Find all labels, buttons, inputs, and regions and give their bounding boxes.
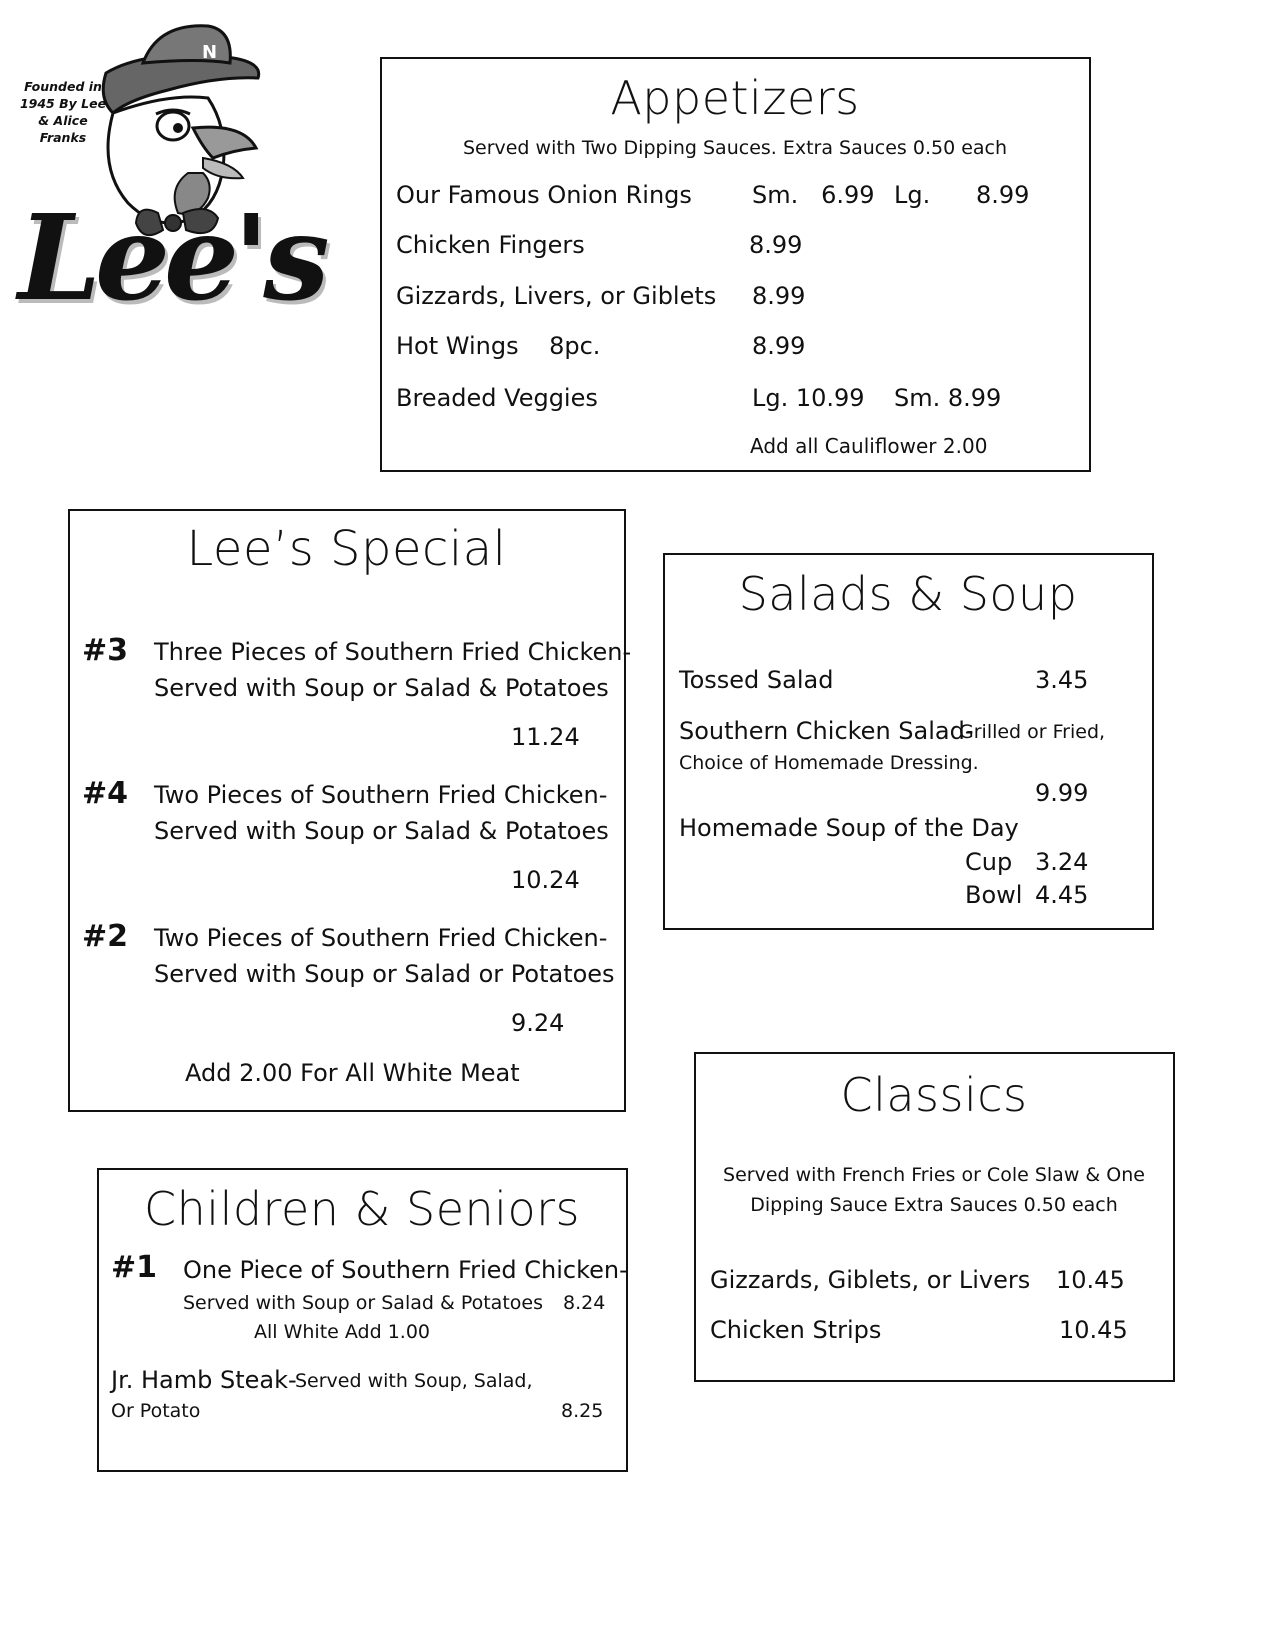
item-price: 8.99 [752,332,806,360]
brand-name: Lee's [18,188,324,327]
section-title: Children & Seniors [144,1182,580,1236]
combo-line: Served with Soup or Salad & Potatoes [154,674,609,702]
item-description: Served with Soup, Salad, [295,1370,533,1392]
section-title: Classics [840,1068,1028,1122]
combo-number: #4 [82,776,129,811]
item-price: 3.45 [1035,666,1089,694]
item-description: Or Potato [111,1400,201,1422]
founded-text: Founded in 1945 By Lee & Alice Franks [19,79,107,145]
section-subtitle: Served with Two Dipping Sauces. Extra Sauces 0.50 each [462,137,1008,159]
combo-line: Two Pieces of Southern Fried Chicken- [154,924,608,952]
item-price: 4.45 [1035,881,1089,909]
item-name: Jr. Hamb Steak- [111,1366,297,1394]
item-price: 8.99 [752,282,806,310]
lees-special-section [68,509,632,1112]
combo-price: 8.24 [563,1292,606,1314]
item-price: 3.24 [1035,848,1089,876]
item-price: 9.99 [1035,779,1089,807]
section-note: All White Add 1.00 [254,1321,431,1343]
combo-line: Served with Soup or Salad & Potatoes [154,817,609,845]
section-note: Add 2.00 For All White Meat [185,1059,520,1087]
size-label: Bowl [965,881,1023,909]
appetizers-section [380,57,1091,472]
section-title: Salads & Soup [738,567,1078,621]
combo-price: 9.24 [511,1009,565,1037]
item-price: 10.45 [1056,1266,1125,1294]
classics-section [694,1052,1175,1382]
item-price-small: Sm. 8.99 [894,384,1002,412]
combo-number: #1 [111,1250,158,1285]
item-name: Southern Chicken Salad- [679,717,974,745]
item-description: Choice of Homemade Dressing. [679,752,979,774]
combo-line: Two Pieces of Southern Fried Chicken- [154,781,608,809]
section-title: Appetizers [610,71,860,125]
item-name: Gizzards, Livers, or Giblets [396,282,717,310]
combo-price: 10.24 [511,866,580,894]
item-description: Grilled or Fried, [959,721,1106,743]
item-price-large: Lg. 10.99 [752,384,865,412]
item-name: Tossed Salad [679,666,834,694]
combo-number: #2 [82,919,129,954]
item-name: Gizzards, Giblets, or Livers [710,1266,1031,1294]
section-note: Add all Cauliflower 2.00 [750,434,988,458]
combo-line: One Piece of Southern Fried Chicken- [183,1256,628,1284]
combo-line: Three Pieces of Southern Fried Chicken- [154,638,632,666]
combo-line: Served with Soup or Salad or Potatoes [154,960,615,988]
item-price: Sm. 6.99 [752,181,875,209]
combo-number: #3 [82,633,129,668]
lees-logo [18,18,324,358]
salads-soup-section [663,553,1154,930]
children-seniors-section [97,1168,628,1472]
section-title: Lee’s Special [186,521,507,577]
item-price-large: Lg. 8.99 [894,181,1030,209]
size-label: Cup [965,848,1013,876]
section-subtitle: Dipping Sauce Extra Sauces 0.50 each [750,1194,1118,1216]
item-price: 8.99 [749,231,803,259]
item-name: Hot Wings 8pc. [396,332,601,360]
item-name: Chicken Fingers [396,231,585,259]
item-name: Breaded Veggies [396,384,598,412]
item-name: Chicken Strips [710,1316,882,1344]
item-name: Our Famous Onion Rings [396,181,692,209]
section-subtitle: Served with French Fries or Cole Slaw & One [723,1164,1145,1186]
combo-line: Served with Soup or Salad & Potatoes [183,1292,543,1314]
combo-price: 11.24 [511,723,580,751]
item-price: 10.45 [1059,1316,1128,1344]
item-name: Homemade Soup of the Day [679,814,1019,842]
item-price: 8.25 [561,1400,604,1422]
svg-text:N: N [202,42,218,63]
